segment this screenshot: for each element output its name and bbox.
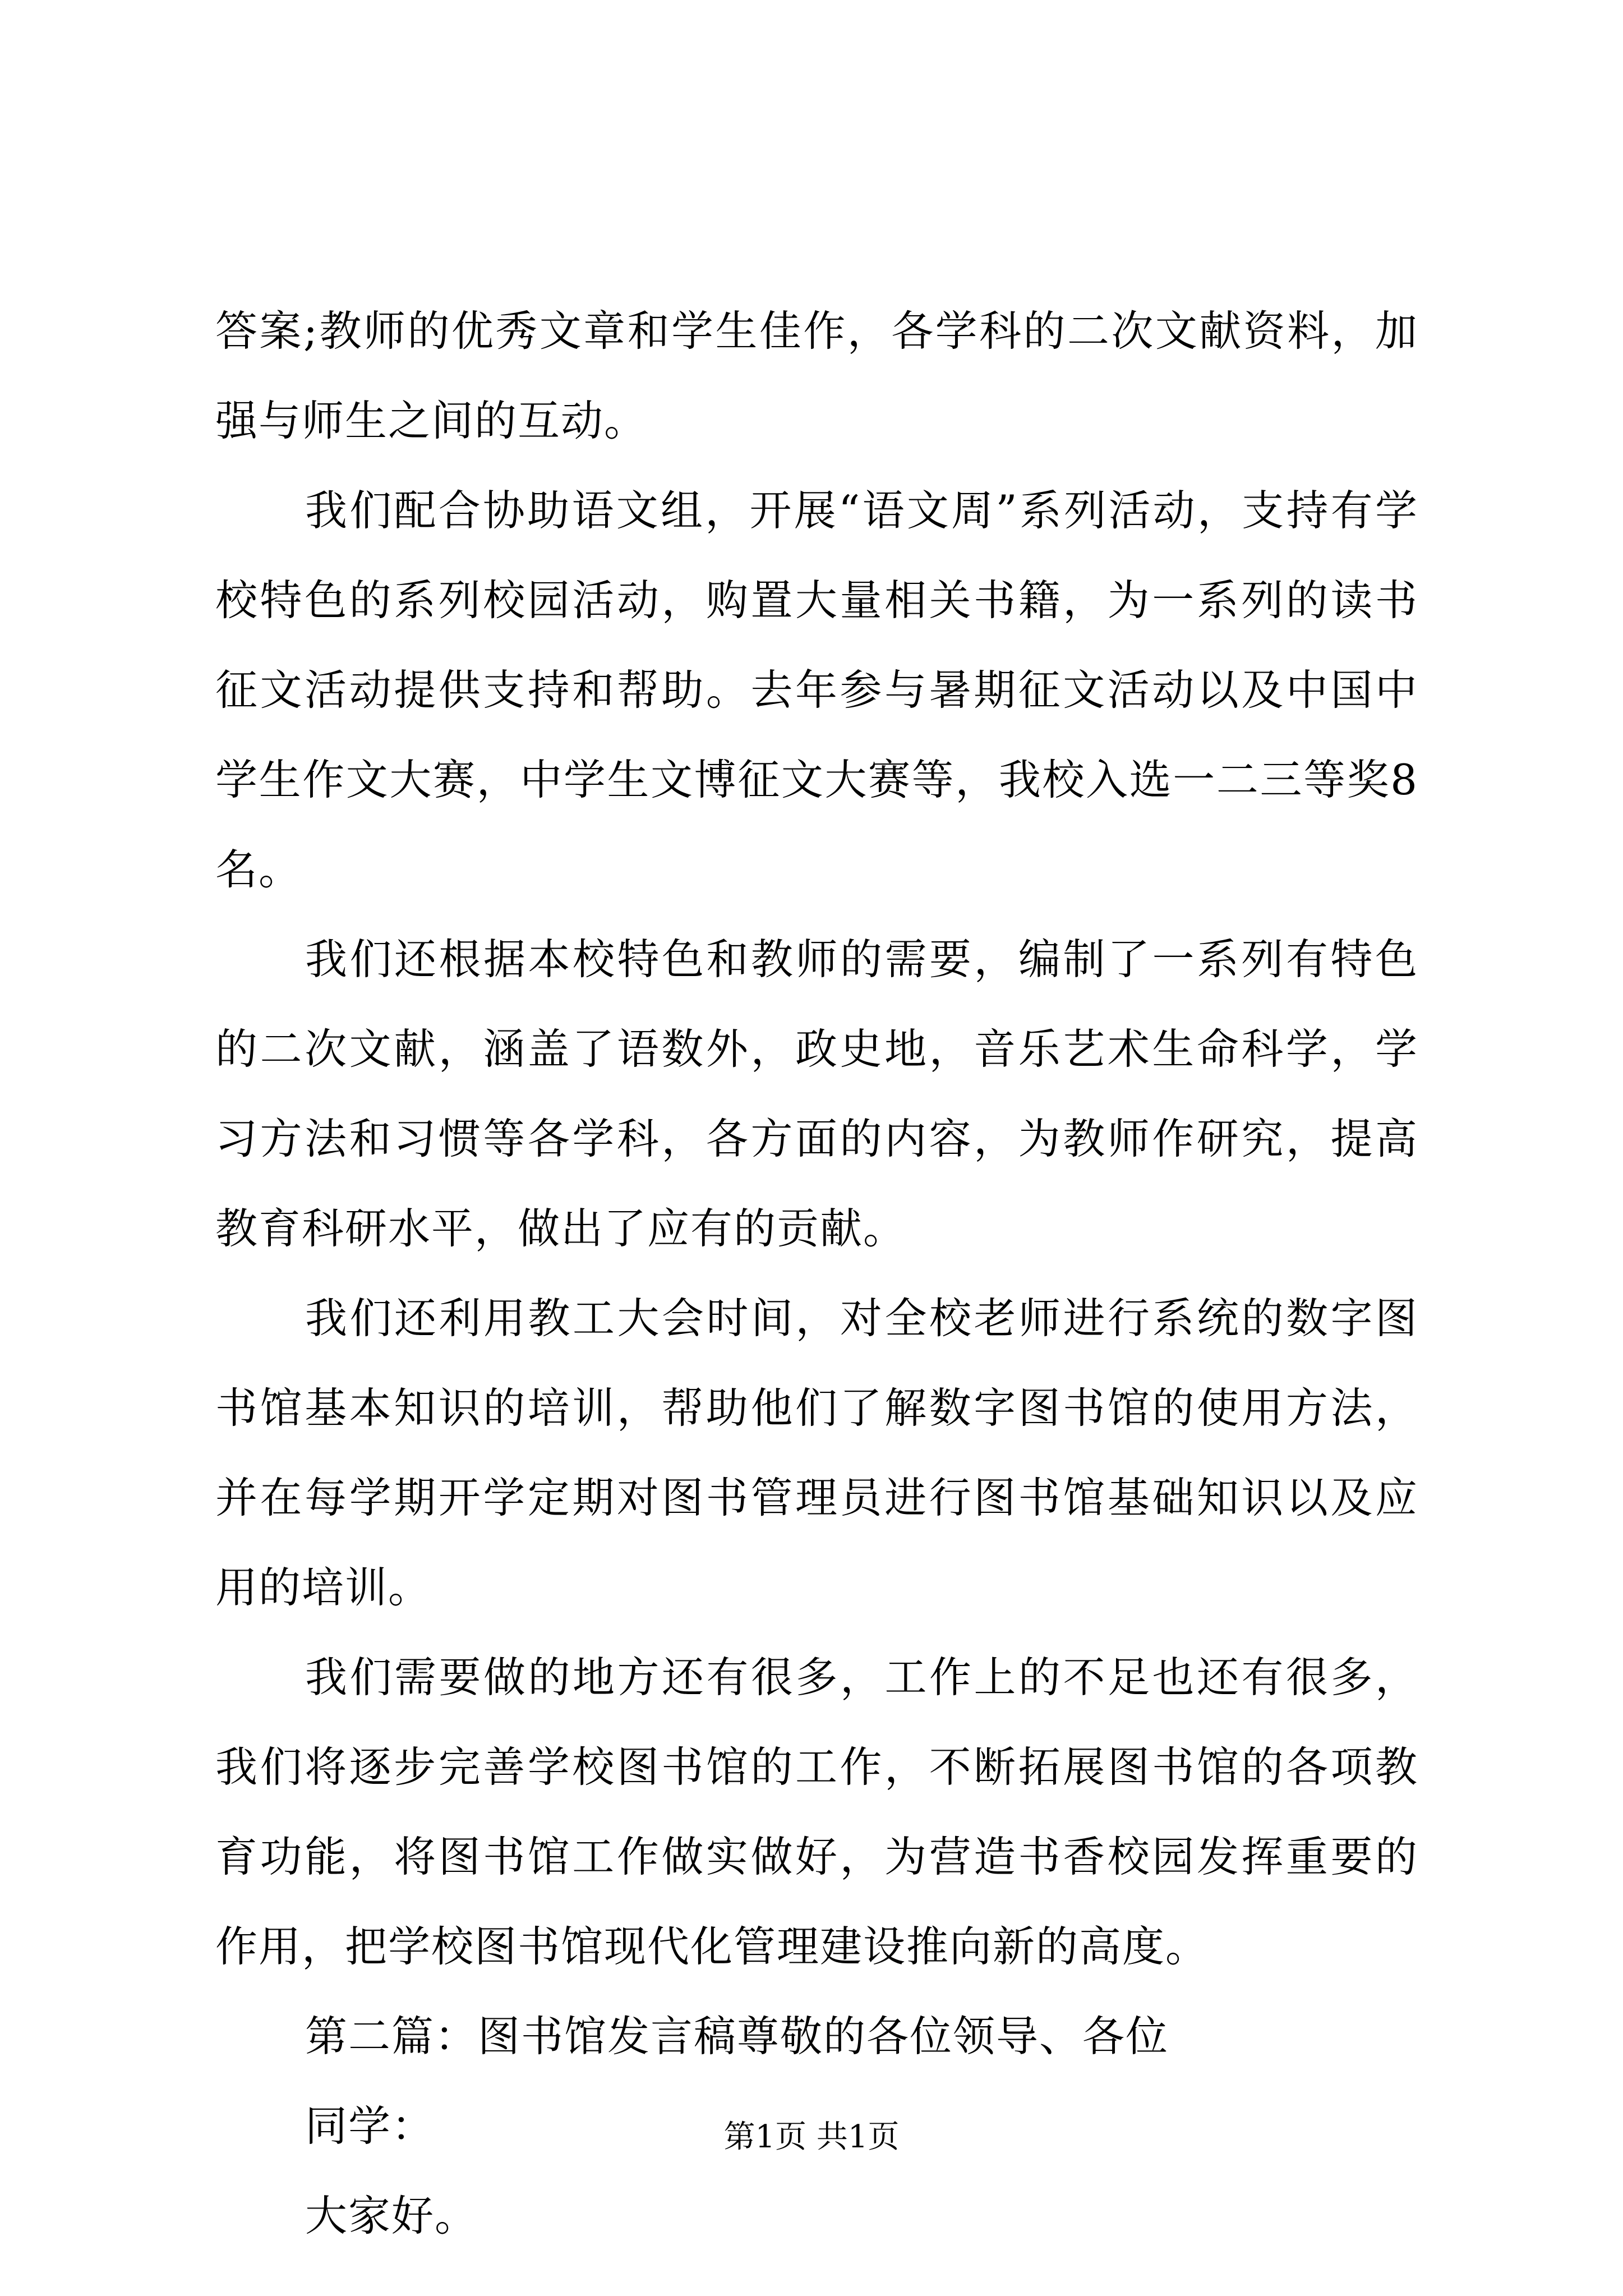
greeting-line: 大家好。 — [305, 2191, 478, 2240]
salutation-line: 同学： — [305, 2101, 435, 2151]
section-heading: 第二篇：图书馆发言稿尊敬的各位领导、各位 — [305, 2012, 1169, 2061]
paragraph-training: 我们还利用教工大会时间，对全校老师进行系统的数字图书馆基本知识的培训，帮助他们了解数字图书馆的使用方法，并在每学期开学定期对图书管理员进行图书馆基础知识以及应用的培训。 — [215, 1294, 1418, 1612]
paragraph-chinese-week: 我们配合协助语文组，开展“语文周”系列活动，支持有学校特色的系列校园活动，购置大量相关书籍，为一系列的读书征文活动提供支持和帮助。去年参与暑期征文活动以及中国中学生作文大赛，中学生文博征文大赛等，我校入选一二三等奖8名。 — [215, 486, 1418, 894]
paragraph-outlook: 我们需要做的地方还有很多，工作上的不足也还有很多，我们将逐步完善学校图书馆的工作，不断拓展图书馆的各项教育功能，将图书馆工作做实做好，为营造书香校园发挥重要的作用，把学校图书馆现代化管理建设推向新的高度。 — [215, 1653, 1418, 1971]
document-body — [215, 286, 1418, 2261]
paragraph-continuation: 答案;教师的优秀文章和学生佳作，各学科的二次文献资料，加强与师生之间的互动。 — [215, 306, 1418, 445]
page-footer: 第1页 共1页 — [723, 2119, 900, 2155]
paragraph-secondary-literature: 我们还根据本校特色和教师的需要，编制了一系列有特色的二次文献，涵盖了语数外，政史地，音乐艺术生命科学，学习方法和习惯等各学科，各方面的内容，为教师作研究，提高教育科研水平，做出了应有的贡献。 — [215, 935, 1418, 1253]
